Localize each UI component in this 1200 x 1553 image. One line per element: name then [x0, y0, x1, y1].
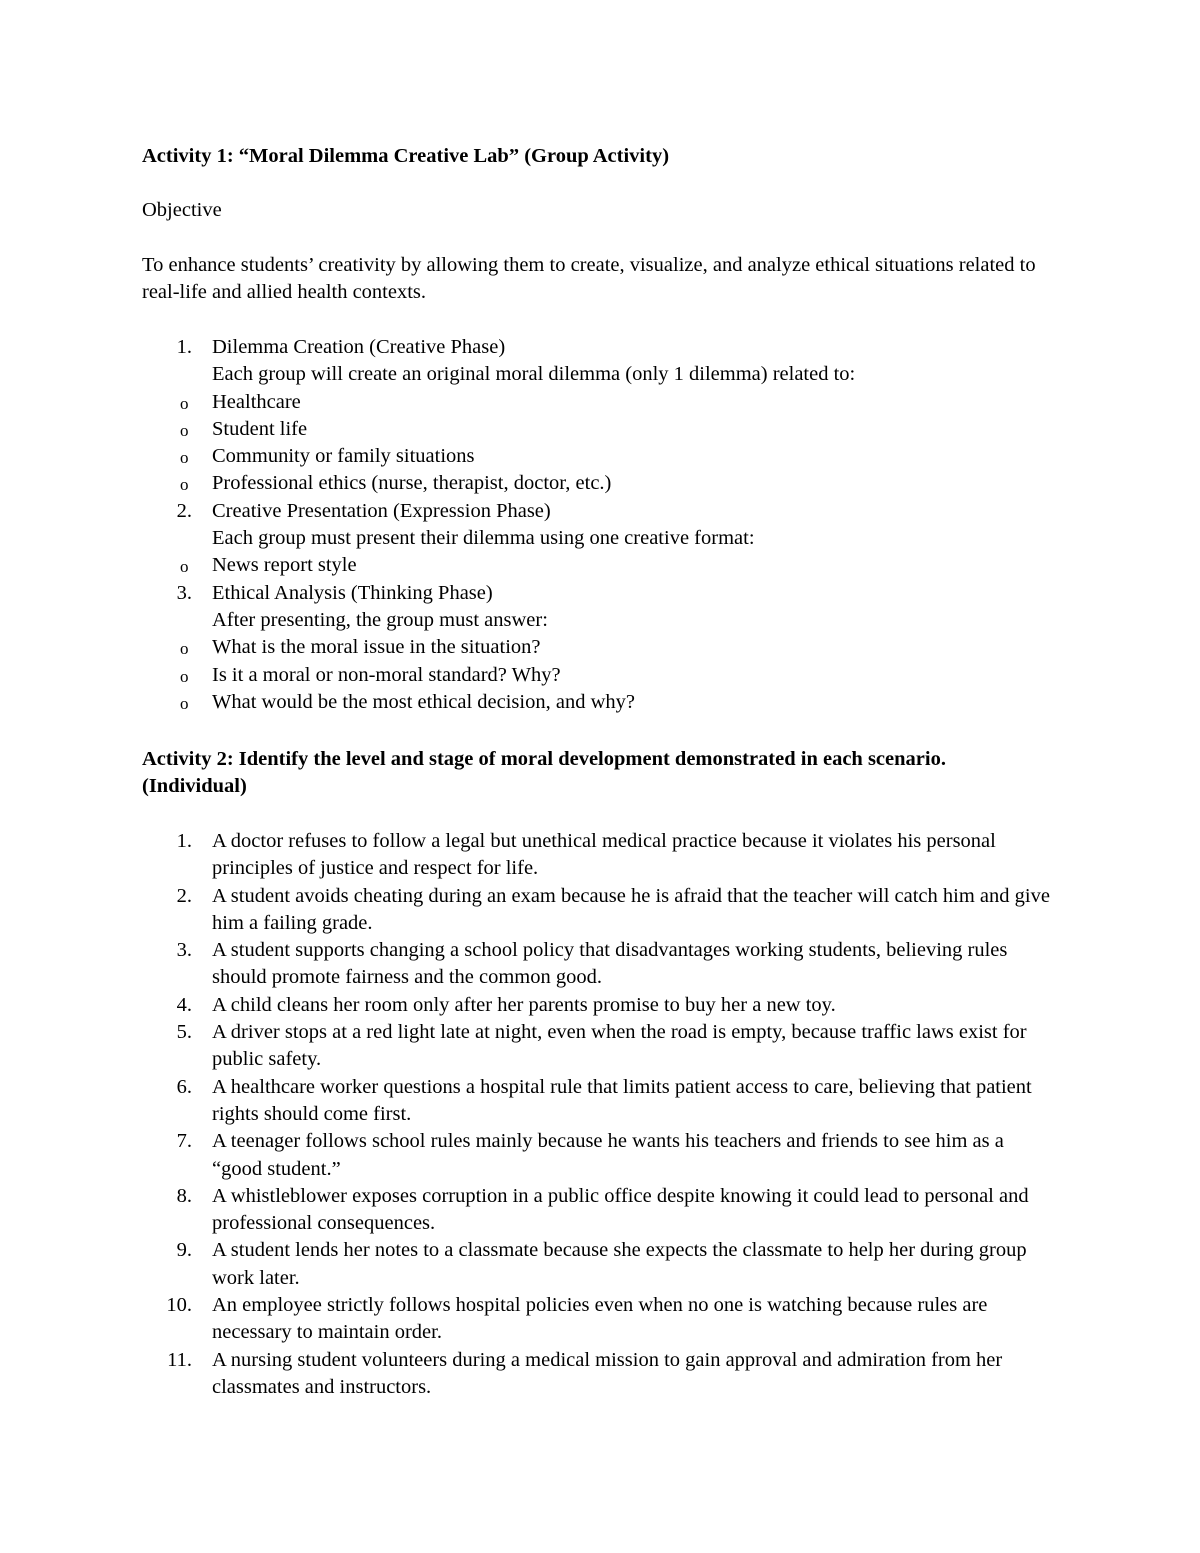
- bullet-item: [142, 416, 1052, 443]
- scenario-number: 3.: [176, 939, 192, 962]
- scenario-number: 5.: [176, 1021, 192, 1044]
- scenario-number: 9.: [176, 1239, 192, 1262]
- scenario-text: A student lends her notes to a classmate because she expects the classmate to help her during group work later.: [212, 1239, 1027, 1289]
- scenario-item: [142, 1237, 1052, 1292]
- scenario-text: A nursing student volunteers during a medical mission to gain approval and admiration from her classmates and instructors.: [212, 1348, 1003, 1398]
- activity-2-scenarios: [142, 828, 1052, 1401]
- scenario-item: [142, 1183, 1052, 1238]
- step-number: 2.: [176, 499, 192, 522]
- bullet-icon: o: [180, 393, 189, 413]
- bullet-icon: o: [180, 639, 189, 659]
- bullet-text: Professional ethics (nurse, therapist, doctor, etc.): [212, 472, 612, 495]
- bullet-item: [142, 443, 1052, 470]
- scenario-item: [142, 883, 1052, 938]
- step-item: [142, 498, 1052, 580]
- step-number: 1.: [176, 336, 192, 358]
- step-title: Ethical Analysis (Thinking Phase): [212, 581, 493, 604]
- bullet-text: What would be the most ethical decision, and why?: [212, 690, 635, 713]
- bullet-icon: o: [180, 693, 189, 713]
- scenario-number: 8.: [176, 1184, 192, 1207]
- bullet-icon: o: [180, 448, 189, 468]
- scenario-item: [142, 992, 1052, 1019]
- step-description: Each group must present their dilemma using one creative format:: [212, 527, 755, 550]
- step-item: [142, 334, 1052, 498]
- bullet-item: [142, 552, 1052, 579]
- scenario-item: [142, 1019, 1052, 1074]
- step-bullet-list: [142, 389, 1052, 498]
- scenario-item: [142, 1347, 1052, 1402]
- objective-text: To enhance students’ creativity by allowing them to create, visualize, and analyze ethical situations related to real-life and allied health contexts.: [142, 254, 1036, 304]
- scenario-text: A student supports changing a school policy that disadvantages working students, believing rules should promote fairness and the common good.: [212, 939, 1008, 989]
- step-description: After presenting, the group must answer:: [212, 608, 548, 631]
- bullet-item: [142, 634, 1052, 661]
- scenario-number: 11.: [167, 1348, 192, 1371]
- activity-1-steps: [142, 334, 1052, 716]
- activity-2-title: Activity 2: Identify the level and stage of moral development demonstrated in each scenario. (Individual): [142, 748, 946, 798]
- bullet-icon: o: [180, 475, 189, 495]
- scenario-number: 10.: [166, 1294, 192, 1317]
- step-item: [142, 580, 1052, 716]
- scenario-text: A doctor refuses to follow a legal but unethical medical practice because it violates his personal principles of justice and respect for life.: [212, 830, 996, 880]
- bullet-item: [142, 389, 1052, 416]
- scenario-text: A student avoids cheating during an exam because he is afraid that the teacher will catch him and give him a failing grade.: [212, 884, 1050, 934]
- bullet-icon: o: [180, 666, 189, 686]
- scenario-item: [142, 1128, 1052, 1183]
- bullet-text: News report style: [212, 554, 357, 577]
- activity-1-title: Activity 1: “Moral Dilemma Creative Lab” (Group Activity): [142, 145, 670, 167]
- scenario-item: [142, 1074, 1052, 1129]
- bullet-icon: o: [180, 420, 189, 440]
- bullet-text: Community or family situations: [212, 445, 475, 468]
- bullet-text: What is the moral issue in the situation?: [212, 636, 541, 659]
- scenario-text: A child cleans her room only after her parents promise to buy her a new toy.: [212, 993, 836, 1016]
- scenario-number: 2.: [176, 884, 192, 907]
- scenario-item: [142, 937, 1052, 992]
- scenario-text: A driver stops at a red light late at night, even when the road is empty, because traffic laws exist for public safety.: [212, 1021, 1027, 1071]
- scenario-text: A healthcare worker questions a hospital rule that limits patient access to care, believing that patient rights should come first.: [212, 1075, 1032, 1125]
- scenario-number: 7.: [176, 1130, 192, 1153]
- bullet-text: Student life: [212, 417, 308, 440]
- step-title: Dilemma Creation (Creative Phase): [212, 336, 506, 358]
- step-description: Each group will create an original moral dilemma (only 1 dilemma) related to:: [212, 363, 856, 386]
- step-title: Creative Presentation (Expression Phase): [212, 499, 551, 522]
- scenario-text: An employee strictly follows hospital policies even when no one is watching because rules are necessary to maintain order.: [212, 1294, 988, 1344]
- scenario-number: 4.: [176, 993, 192, 1016]
- scenario-item: [142, 828, 1052, 883]
- step-bullet-list: [142, 634, 1052, 716]
- scenario-item: [142, 1292, 1052, 1347]
- bullet-text: Is it a moral or non-moral standard? Why?: [212, 663, 561, 686]
- bullet-item: [142, 470, 1052, 497]
- scenario-text: A teenager follows school rules mainly because he wants his teachers and friends to see him as a “good student.”: [212, 1130, 1004, 1180]
- scenario-text: A whistleblower exposes corruption in a public office despite knowing it could lead to personal and professional consequences.: [212, 1184, 1029, 1235]
- bullet-item: [142, 662, 1052, 689]
- bullet-item: [142, 689, 1052, 716]
- step-number: 3.: [176, 581, 192, 604]
- step-bullet-list: [142, 552, 1052, 579]
- scenario-number: 1.: [176, 830, 192, 852]
- bullet-icon: o: [180, 557, 189, 577]
- objective-label: Objective: [142, 199, 222, 221]
- scenario-number: 6.: [176, 1075, 192, 1098]
- bullet-text: Healthcare: [212, 390, 301, 413]
